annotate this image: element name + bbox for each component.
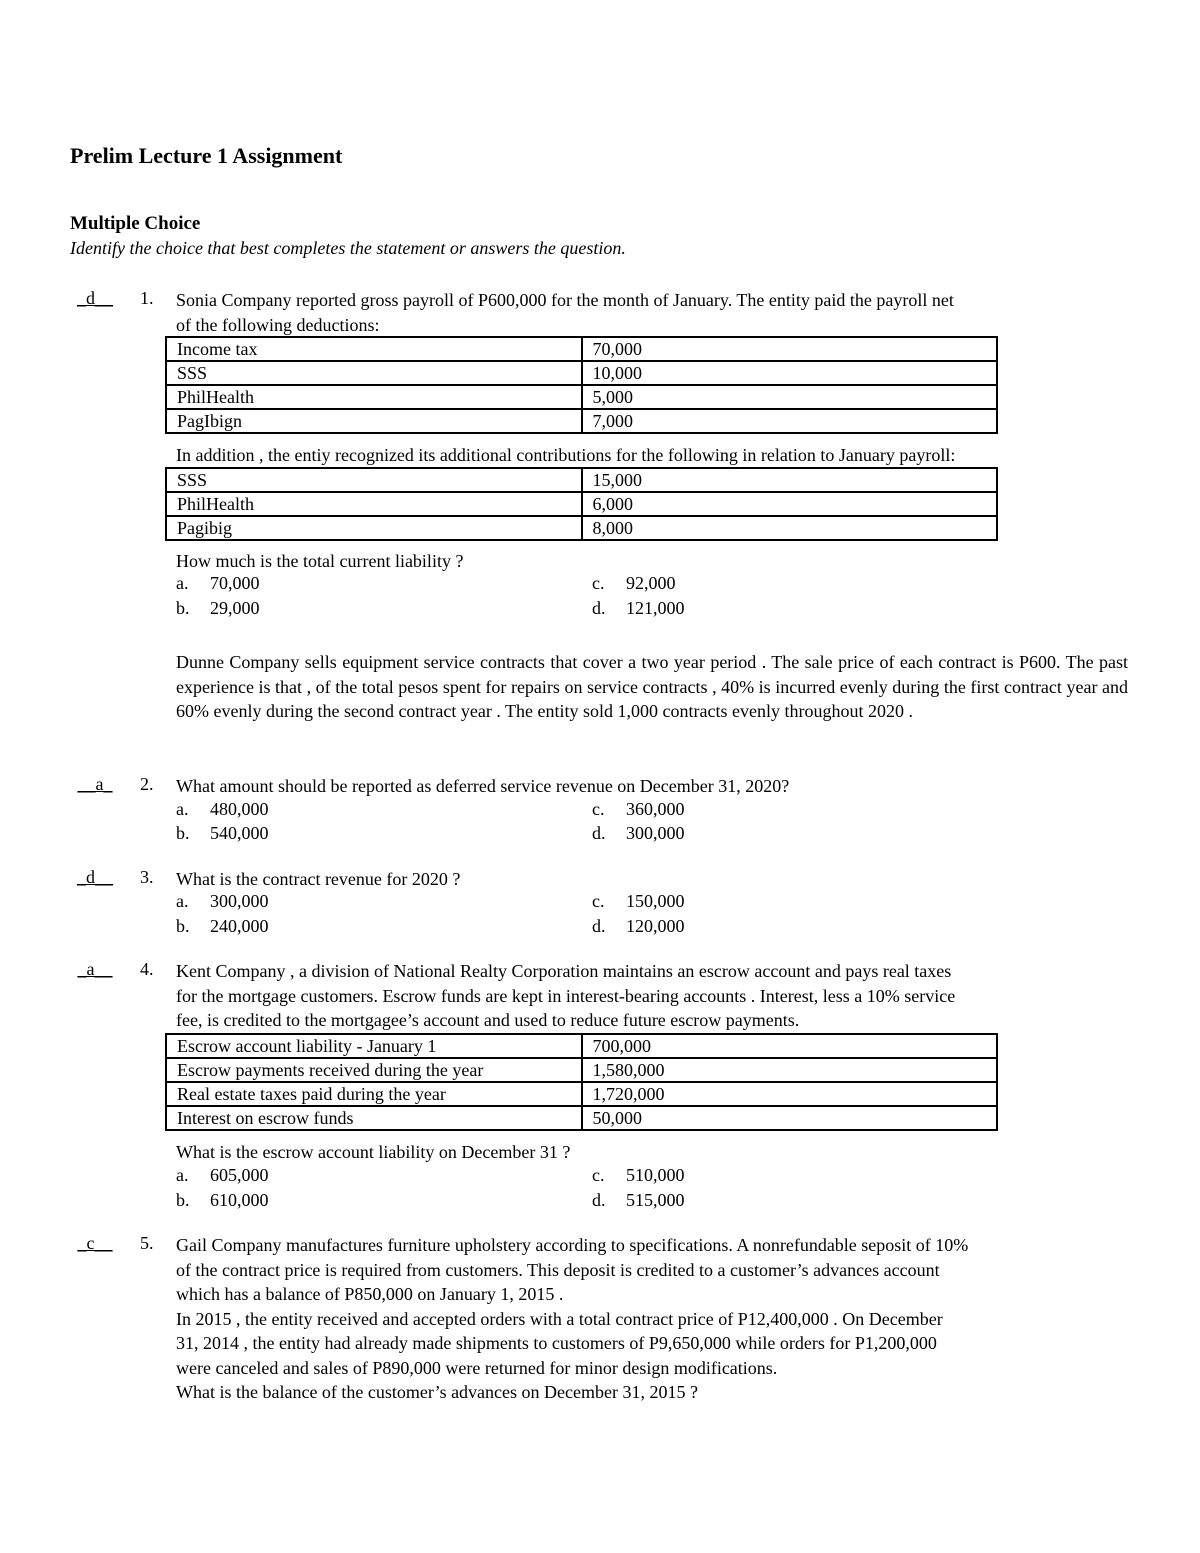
q3-choice-b	[176, 916, 269, 937]
table-row	[166, 468, 997, 492]
q4-escrow-table	[165, 1033, 998, 1131]
table-cell-label: PhilHealth	[166, 492, 582, 516]
table-cell-label: Escrow account liability - January 1	[166, 1034, 582, 1058]
q5-line6: were canceled and sales of P890,000 were returned for minor design modifications.	[176, 1357, 778, 1378]
choice-letter: b.	[176, 598, 190, 618]
section-heading: Multiple Choice	[70, 213, 201, 234]
table-row	[166, 492, 997, 516]
q3-choice-c	[592, 891, 685, 912]
table-cell-label: PhilHealth	[166, 385, 582, 409]
choice-letter: d.	[592, 823, 606, 843]
q5-line3: which has a balance of P850,000 on January 1, 2015 .	[176, 1284, 564, 1304]
q4-choice-a	[176, 1165, 269, 1186]
choice-value: 300,000	[210, 891, 269, 911]
q1-choice-b	[176, 598, 260, 619]
q4-line3: fee, is credited to the mortgagee’s account and used to reduce future escrow payments.	[176, 1010, 800, 1030]
choice-letter: b.	[176, 916, 190, 936]
q3-answer: _d__	[77, 867, 113, 887]
q5-text	[176, 1233, 1128, 1405]
choice-value: 150,000	[626, 891, 685, 911]
table-cell-value: 6,000	[582, 492, 998, 516]
q4-question: What is the escrow account liability on December 31 ?	[176, 1142, 571, 1162]
table-cell-label: Real estate taxes paid during the year	[166, 1082, 582, 1106]
q4-answer: _a__	[77, 959, 113, 979]
q4-choice-c	[592, 1165, 685, 1186]
table-cell-value: 7,000	[582, 409, 998, 433]
table-cell-value: 700,000	[582, 1034, 998, 1058]
q4-line2: for the mortgage customers. Escrow funds are kept in interest-bearing accounts . Interest, less a 10% service	[176, 985, 956, 1006]
q5-line4: In 2015 , the entity received and accepted orders with a total contract price of P12,400,000 . On December	[176, 1308, 943, 1329]
choice-letter: d.	[592, 1190, 606, 1210]
table-cell-label: SSS	[166, 468, 582, 492]
choice-letter: b.	[176, 823, 190, 843]
choice-value: 120,000	[626, 916, 685, 936]
q3-choice-d	[592, 916, 685, 937]
table-row	[166, 337, 997, 361]
table-row	[166, 1034, 997, 1058]
table-cell-label: Escrow payments received during the year	[166, 1058, 582, 1082]
choice-value: 610,000	[210, 1190, 269, 1210]
q1-number: 1.	[140, 288, 154, 308]
choice-value: 515,000	[626, 1190, 685, 1210]
table-cell-label: SSS	[166, 361, 582, 385]
q2-choice-b	[176, 823, 269, 844]
choice-letter: d.	[592, 598, 606, 618]
q1-choice-d	[592, 598, 685, 619]
table-cell-label: PagIbign	[166, 409, 582, 433]
choice-letter: c.	[592, 1165, 605, 1185]
choice-letter: d.	[592, 916, 606, 936]
instructions: Identify the choice that best completes the statement or answers the question.	[70, 238, 626, 258]
table-cell-value: 50,000	[582, 1106, 998, 1130]
table-cell-value: 1,720,000	[582, 1082, 998, 1106]
q4-line1: Kent Company , a division of National Realty Corporation maintains an escrow account and pays real taxes	[176, 961, 952, 981]
q3-choice-a	[176, 891, 269, 912]
q1-contributions-table	[165, 467, 998, 541]
scenario-text: Dunne Company sells equipment service contracts that cover a two year period . The sale price of each contract is P600. The past experience is that , of the total pesos spent for repairs on service contracts , 40% is incurred evenly during the first contract year and 60% evenly during the second contract year . The entity sold 1,000 contracts evenly throughout 2020 .	[176, 652, 1128, 721]
q5-line2: of the contract price is required from customers. This deposit is credited to a customer’s advances account	[176, 1259, 940, 1280]
q1-mid-text: In addition , the entiy recognized its additional contributions for the following in relation to January payroll:	[176, 445, 956, 465]
choice-letter: a.	[176, 573, 189, 593]
table-row	[166, 1082, 997, 1106]
q3-question: What is the contract revenue for 2020 ?	[176, 869, 461, 889]
q2-choice-d	[592, 823, 685, 844]
q1-line2: of the following deductions:	[176, 314, 380, 335]
choice-letter: b.	[176, 1190, 190, 1210]
choice-value: 70,000	[210, 573, 260, 593]
q2-choice-c	[592, 799, 685, 820]
q5-answer: _c__	[77, 1233, 113, 1253]
choice-value: 540,000	[210, 823, 269, 843]
choice-value: 360,000	[626, 799, 685, 819]
table-cell-label: Interest on escrow funds	[166, 1106, 582, 1130]
choice-value: 300,000	[626, 823, 685, 843]
choice-letter: c.	[592, 891, 605, 911]
q2-number: 2.	[140, 774, 154, 794]
table-row	[166, 361, 997, 385]
q4-text	[176, 959, 1128, 1033]
choice-value: 240,000	[210, 916, 269, 936]
q3-number: 3.	[140, 867, 154, 887]
q1-choice-a	[176, 573, 260, 594]
q5-number: 5.	[140, 1233, 154, 1253]
q1-text	[176, 288, 1128, 337]
table-cell-label: Income tax	[166, 337, 582, 361]
table-cell-value: 1,580,000	[582, 1058, 998, 1082]
table-row	[166, 409, 997, 433]
q5-question: What is the balance of the customer’s advances on December 31, 2015 ?	[176, 1382, 698, 1402]
table-row	[166, 1106, 997, 1130]
choice-letter: a.	[176, 891, 189, 911]
choice-value: 29,000	[210, 598, 260, 618]
q5-line5: 31, 2014 , the entity had already made shipments to customers of P9,650,000 while orders for P1,200,000	[176, 1333, 937, 1353]
q4-choice-d	[592, 1190, 685, 1211]
table-row	[166, 1058, 997, 1082]
choice-letter: c.	[592, 573, 605, 593]
choice-value: 92,000	[626, 573, 676, 593]
table-row	[166, 516, 997, 540]
q2-choice-a	[176, 799, 269, 820]
choice-letter: a.	[176, 1165, 189, 1185]
table-cell-value: 10,000	[582, 361, 998, 385]
page-title: Prelim Lecture 1 Assignment	[70, 143, 343, 168]
table-cell-value: 5,000	[582, 385, 998, 409]
q1-question: How much is the total current liability ?	[176, 551, 464, 571]
choice-value: 510,000	[626, 1165, 685, 1185]
q1-choice-c	[592, 573, 676, 594]
table-cell-label: Pagibig	[166, 516, 582, 540]
q4-choice-b	[176, 1190, 269, 1211]
choice-letter: a.	[176, 799, 189, 819]
choice-letter: c.	[592, 799, 605, 819]
table-row	[166, 385, 997, 409]
q2-question: What amount should be reported as deferred service revenue on December 31, 2020?	[176, 776, 790, 796]
table-cell-value: 70,000	[582, 337, 998, 361]
q4-number: 4.	[140, 959, 154, 979]
q1-answer: _d__	[77, 288, 113, 308]
table-cell-value: 8,000	[582, 516, 998, 540]
choice-value: 605,000	[210, 1165, 269, 1185]
q5-line1: Gail Company manufactures furniture upholstery according to specifications. A nonrefundable seposit of 10%	[176, 1235, 969, 1255]
table-cell-value: 15,000	[582, 468, 998, 492]
q2-answer: __a_	[77, 774, 113, 794]
choice-value: 121,000	[626, 598, 685, 618]
q1-deductions-table	[165, 336, 998, 434]
q1-line1: Sonia Company reported gross payroll of P600,000 for the month of January. The entity paid the payroll net	[176, 290, 954, 310]
choice-value: 480,000	[210, 799, 269, 819]
